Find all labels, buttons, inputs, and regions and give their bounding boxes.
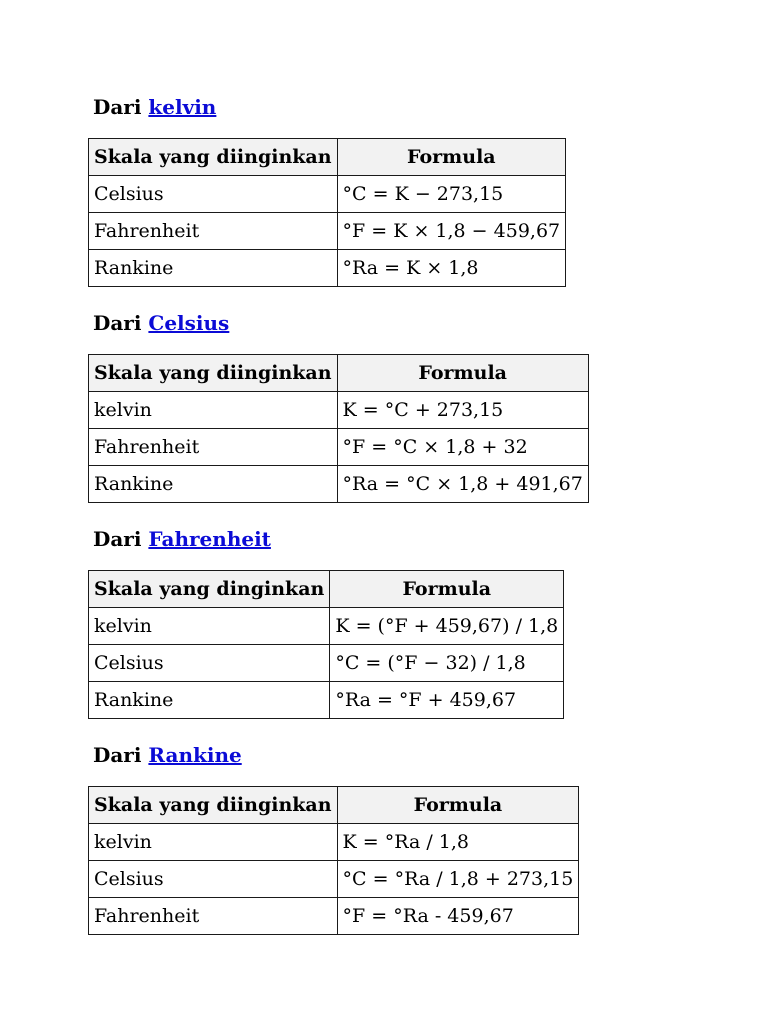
header-formula: Formula (337, 787, 579, 824)
cell-formula: °F = K × 1,8 − 459,67 (337, 213, 566, 250)
table-row (89, 213, 566, 250)
header-formula: Formula (337, 355, 588, 392)
table-row (89, 898, 579, 935)
cell-formula: K = °Ra / 1,8 (337, 824, 579, 861)
conversion-table-rankine (88, 786, 579, 935)
header-formula: Formula (330, 571, 564, 608)
cell-scale: Rankine (89, 466, 338, 503)
link-kelvin[interactable]: kelvin (148, 95, 217, 119)
table-row (89, 645, 564, 682)
table-row (89, 861, 579, 898)
header-formula: Formula (337, 139, 566, 176)
cell-scale: kelvin (89, 392, 338, 429)
cell-scale: Celsius (89, 861, 338, 898)
cell-scale: Celsius (89, 176, 338, 213)
table-header-row (89, 355, 589, 392)
header-target-scale: Skala yang dinginkan (89, 571, 330, 608)
table-row (89, 824, 579, 861)
cell-scale: Fahrenheit (89, 429, 338, 466)
cell-scale: Celsius (89, 645, 330, 682)
link-fahrenheit[interactable]: Fahrenheit (148, 527, 271, 551)
cell-formula: °F = °C × 1,8 + 32 (337, 429, 588, 466)
cell-formula: °Ra = °C × 1,8 + 491,67 (337, 466, 588, 503)
table-header-row (89, 787, 579, 824)
link-celsius[interactable]: Celsius (148, 311, 230, 335)
table-header-row (89, 139, 566, 176)
section-heading (93, 743, 579, 767)
table-row (89, 392, 589, 429)
header-target-scale: Skala yang diinginkan (89, 139, 338, 176)
section-heading (93, 311, 589, 335)
conversion-table-celsius (88, 354, 589, 503)
link-rankine[interactable]: Rankine (148, 743, 242, 767)
cell-scale: Fahrenheit (89, 898, 338, 935)
cell-formula: °F = °Ra - 459,67 (337, 898, 579, 935)
table-row (89, 429, 589, 466)
header-target-scale: Skala yang diinginkan (89, 787, 338, 824)
heading-prefix: Dari (93, 95, 142, 119)
section-heading (93, 527, 564, 551)
table-row (89, 608, 564, 645)
heading-prefix: Dari (93, 743, 142, 767)
cell-formula: °Ra = °F + 459,67 (330, 682, 564, 719)
section-from-fahrenheit (88, 527, 564, 719)
heading-prefix: Dari (93, 311, 142, 335)
cell-scale: kelvin (89, 608, 330, 645)
table-header-row (89, 571, 564, 608)
section-from-kelvin (88, 95, 566, 287)
cell-formula: K = °C + 273,15 (337, 392, 588, 429)
heading-prefix: Dari (93, 527, 142, 551)
section-from-rankine (88, 743, 579, 935)
cell-formula: °C = (°F − 32) / 1,8 (330, 645, 564, 682)
conversion-table-kelvin (88, 138, 566, 287)
section-from-celsius (88, 311, 589, 503)
conversion-table-fahrenheit (88, 570, 564, 719)
table-row (89, 682, 564, 719)
table-row (89, 250, 566, 287)
table-row (89, 466, 589, 503)
cell-scale: Rankine (89, 250, 338, 287)
header-target-scale: Skala yang diinginkan (89, 355, 338, 392)
cell-formula: °C = °Ra / 1,8 + 273,15 (337, 861, 579, 898)
table-row (89, 176, 566, 213)
cell-scale: Fahrenheit (89, 213, 338, 250)
cell-formula: K = (°F + 459,67) / 1,8 (330, 608, 564, 645)
cell-scale: kelvin (89, 824, 338, 861)
cell-scale: Rankine (89, 682, 330, 719)
cell-formula: °Ra = K × 1,8 (337, 250, 566, 287)
cell-formula: °C = K − 273,15 (337, 176, 566, 213)
section-heading (93, 95, 566, 119)
